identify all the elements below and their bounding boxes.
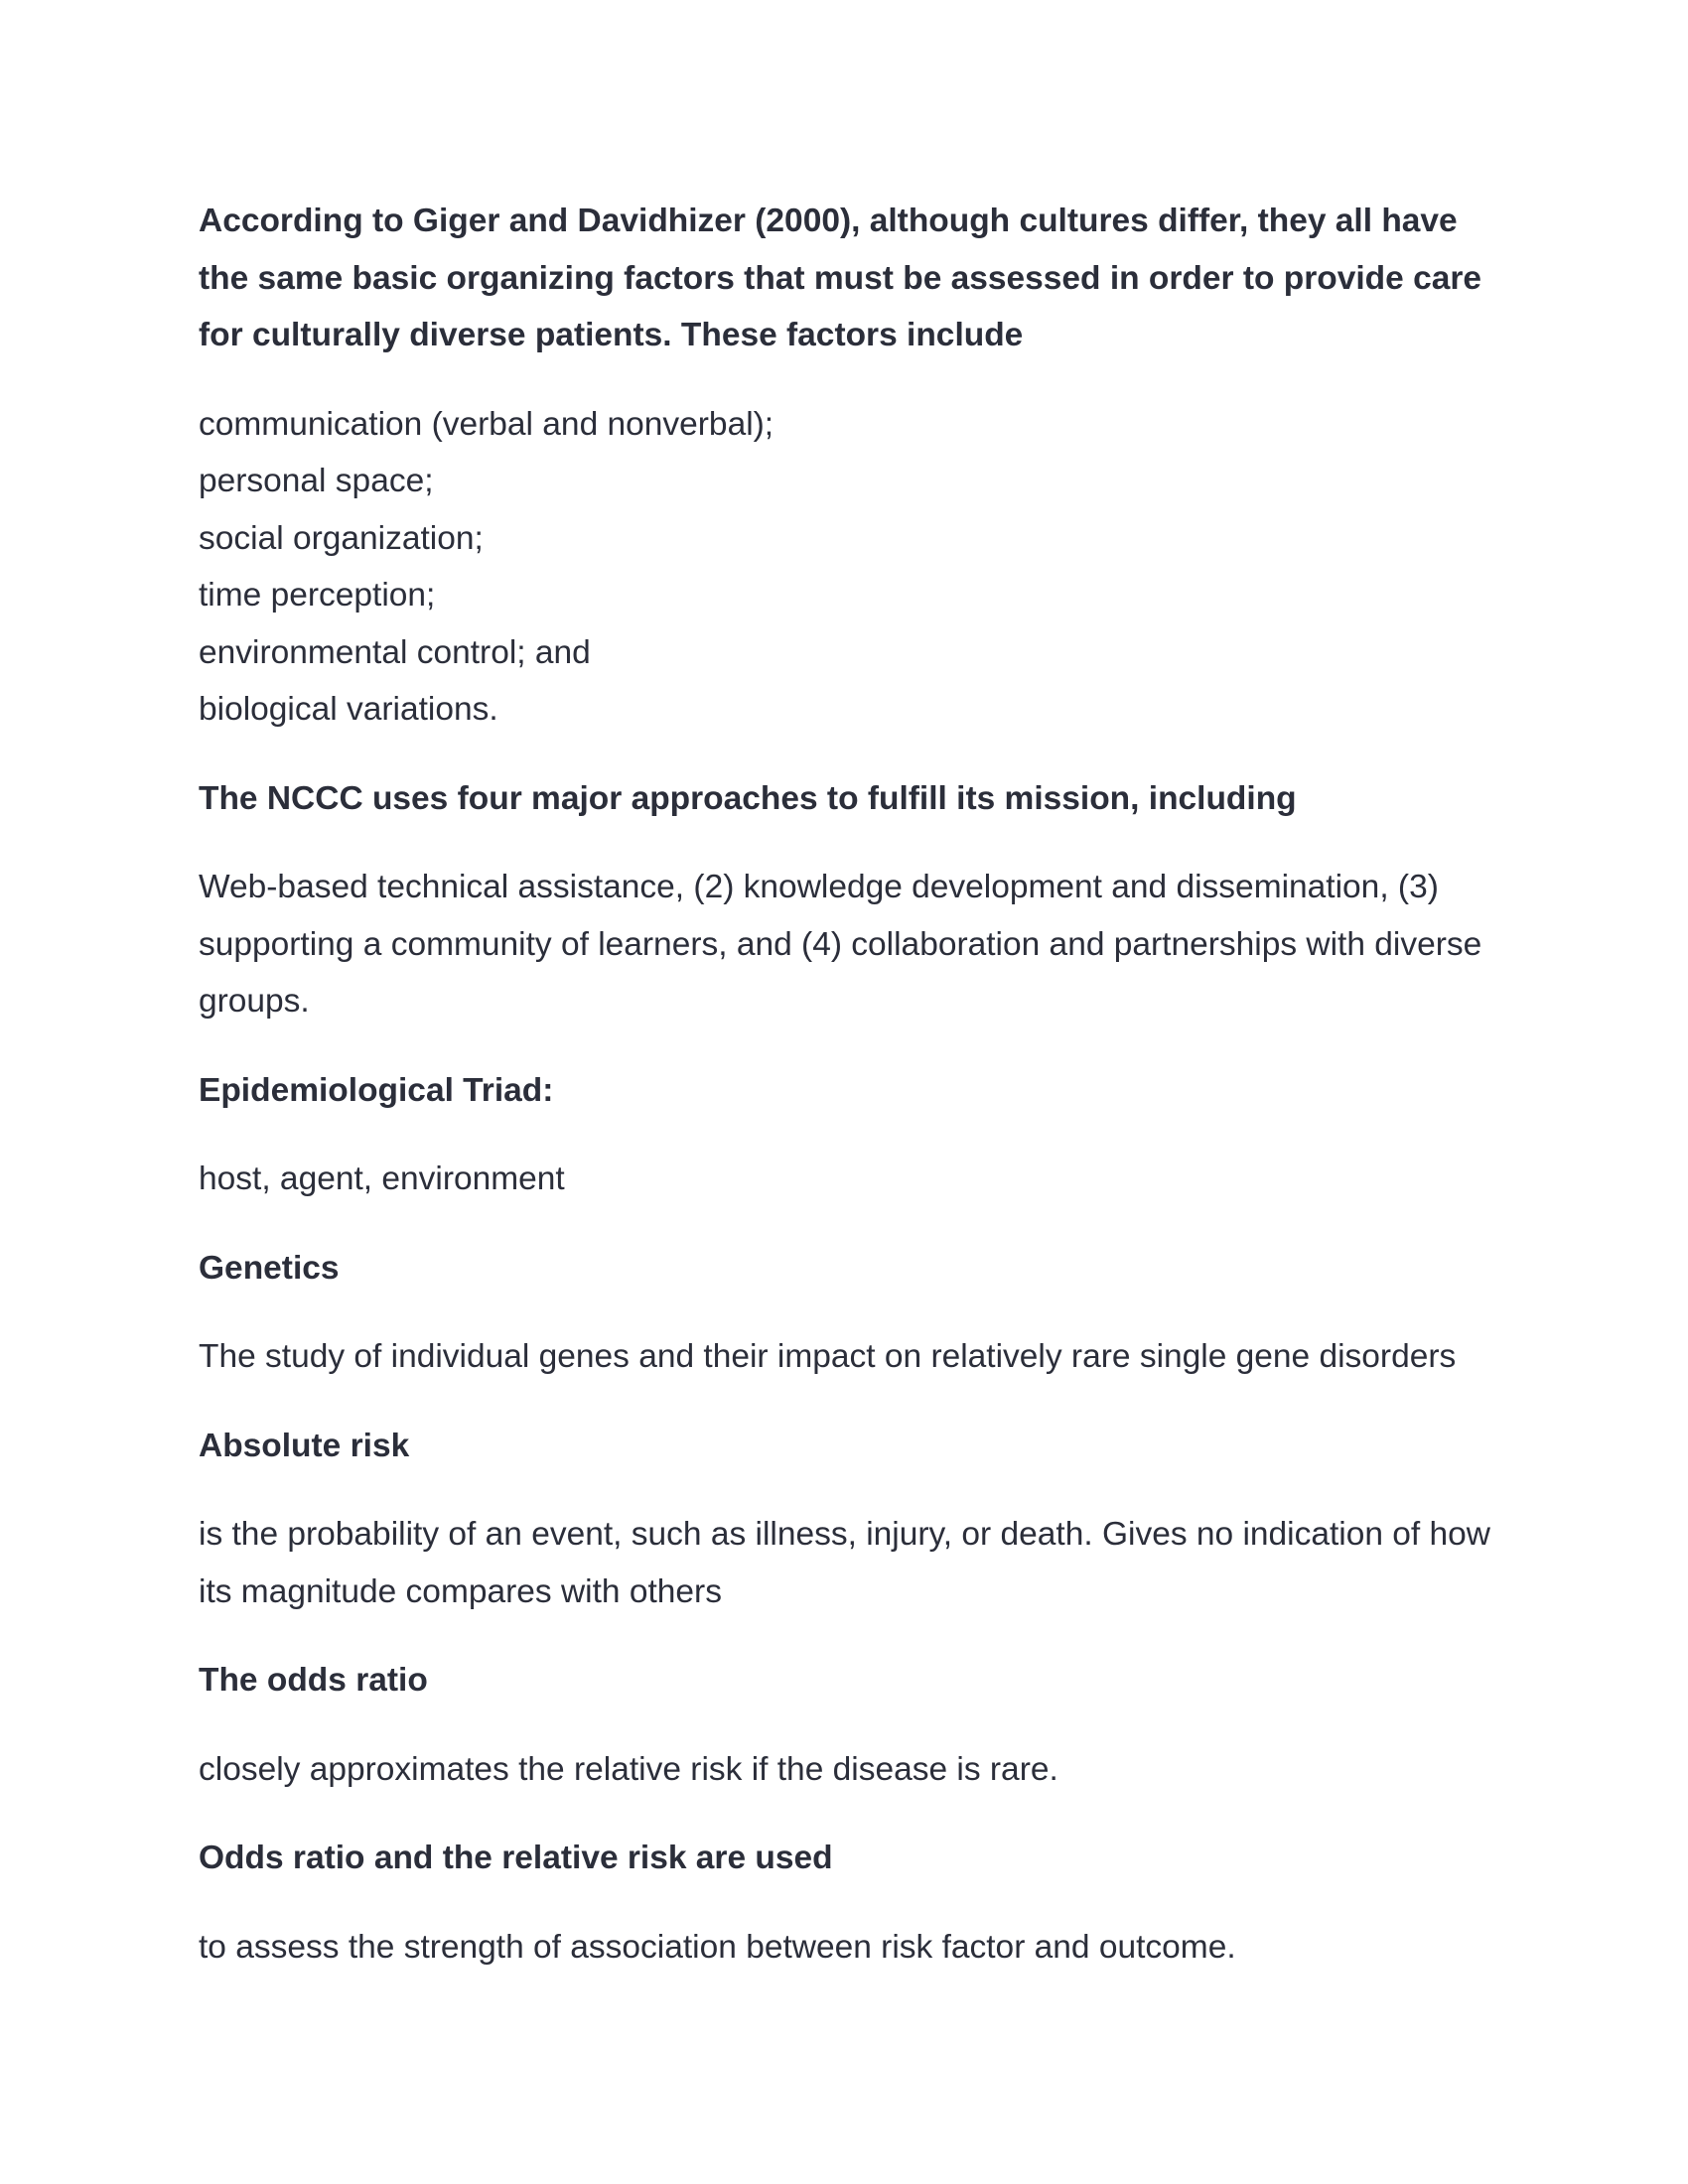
document-page <box>199 193 1499 1976</box>
list-item: environmental control; and <box>199 633 591 671</box>
spacer <box>199 1709 1499 1741</box>
spacer <box>199 364 1499 396</box>
spacer <box>199 1119 1499 1151</box>
list-item: communication (verbal and nonverbal); <box>199 405 774 443</box>
list-item: time perception; <box>199 577 436 614</box>
spacer <box>199 1297 1499 1328</box>
answer-epidemiological-triad: host, agent, environment <box>199 1160 565 1197</box>
list-item: biological variations. <box>199 691 498 728</box>
answer-odds-ratio: closely approximates the relative risk if the disease is rare. <box>199 1750 1058 1788</box>
list-item: personal space; <box>199 463 434 499</box>
spacer <box>199 1798 1499 1830</box>
answer-cultural-factors-list <box>199 396 1499 739</box>
answer-genetics: The study of individual genes and their impact on relatively rare single gene disorders <box>199 1338 1457 1375</box>
spacer <box>199 739 1499 770</box>
spacer <box>199 1620 1499 1652</box>
answer-odds-relative-risk-use: to assess the strength of association between risk factor and outcome. <box>199 1928 1236 1966</box>
question-nccc-approaches: The NCCC uses four major approaches to fulfill its mission, including <box>199 779 1297 817</box>
question-odds-ratio: The odds ratio <box>199 1662 428 1699</box>
question-genetics: Genetics <box>199 1249 340 1287</box>
spacer <box>199 1474 1499 1506</box>
question-epidemiological-triad: Epidemiological Triad: <box>199 1071 554 1109</box>
question-cultural-factors: According to Giger and Davidhizer (2000), although cultures differ, they all have the same basic organizing factors that must be assessed in order to provide care for culturally diverse patients. These factors include <box>199 203 1482 353</box>
spacer <box>199 1208 1499 1240</box>
question-absolute-risk: Absolute risk <box>199 1427 410 1464</box>
spacer <box>199 827 1499 859</box>
answer-absolute-risk: is the probability of an event, such as illness, injury, or death. Gives no indication of how its magnitude compares with others <box>199 1516 1491 1610</box>
spacer <box>199 1887 1499 1919</box>
spacer <box>199 1030 1499 1062</box>
list-item: social organization; <box>199 519 484 557</box>
question-odds-relative-risk-use: Odds ratio and the relative risk are used <box>199 1840 833 1876</box>
answer-nccc-approaches: Web-based technical assistance, (2) knowledge development and dissemination, (3) supporting a community of learners, and (4) collaboration and partnerships with diverse groups. <box>199 869 1482 1020</box>
spacer <box>199 1386 1499 1418</box>
